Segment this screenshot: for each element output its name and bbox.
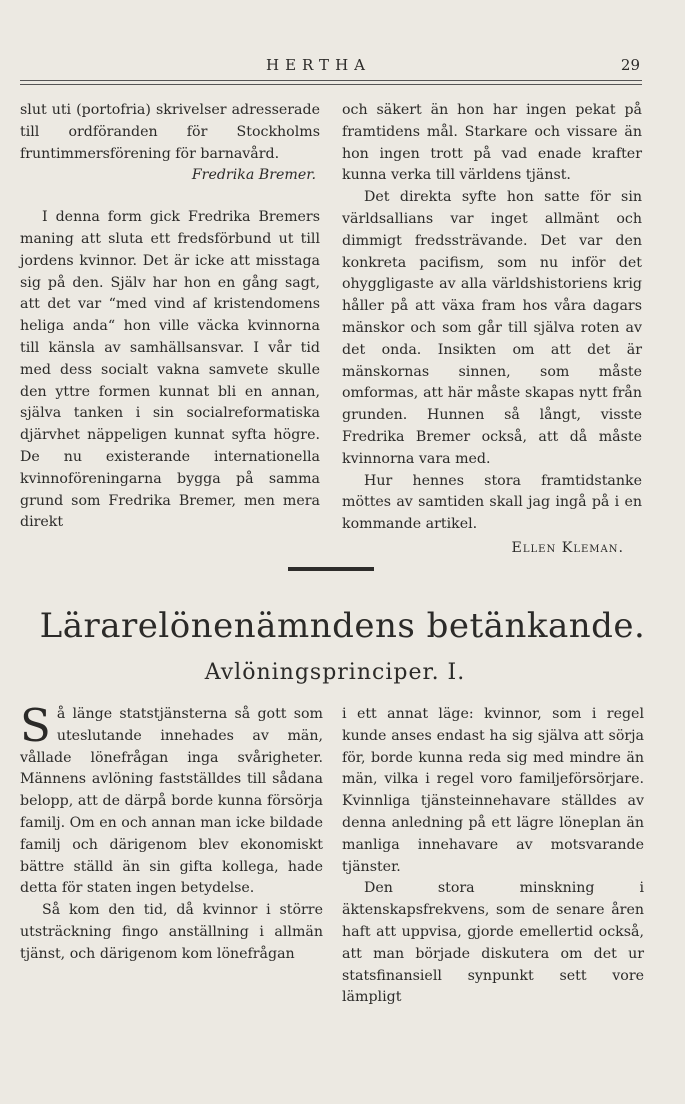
- paragraph: och säkert än hon har ingen pekat på framtidens mål. Starkare och vissare än hon ingen trott på vad enade krafter kunna verka till världens tjänst.: [342, 102, 642, 184]
- page-number: 29: [620, 56, 640, 74]
- article-left-column: [20, 699, 323, 966]
- journal-title: HERTHA: [266, 56, 371, 74]
- continued-right-column: [342, 100, 642, 560]
- paragraph: i ett annat läge: kvinnor, som i regel kunde anses endast ha sig själva att sörja för, borde kunna reda sig med mindre än män, vilka i regel voro familjeförsörjare. Kvinnliga tjänsteinnehavare ställdes av denna anledning på ett lägre löneplan än manliga innehavare av motsvarande tjänster.: [342, 706, 644, 875]
- paragraph: I denna form gick Fredrika Bremers maning att sluta ett fredsförbund ut till jordens kvinnor. Det är icke att misstaga sig på den. Själv har hon en gång sagt, att det var “med vind af kristendomens heliga anda“ hon ville väcka kvinnorna till känsla av samhällsansvar. I vår tid med dess socialt vakna samvete skulle den yttre formen kunnat bli en annan, själva tanken i sin socialreformatiska djärvhet näppeligen kunnat syfta högre. De nu existerande internationella kvinnoföreningarna bygga på samma grund som Fredrika Bremer, men mera direkt: [20, 209, 320, 531]
- paragraph: Den stora minskning i äktenskapsfrekvens, som de senare åren haft att uppvisa, gjorde emellertid också, att man började diskutera om det ur statsfinansiell synpunkt sett vore lämpligt: [342, 880, 644, 1006]
- author-signature: Ellen Kleman.: [511, 539, 624, 556]
- header-rule: [20, 80, 642, 85]
- article-subtitle: Avlöningsprinciper. I.: [204, 660, 466, 685]
- quoted-signature: Fredrika Bremer.: [191, 167, 316, 184]
- paragraph: Så kom den tid, då kvinnor i större utsträckning fingo anställning i allmän tjänst, och därigenom kom lönefrågan: [20, 902, 323, 962]
- paragraph-text: å länge statstjänsterna så gott som uteslutande innehades av män, vållade lönefrågan inga svårigheter. Männens avlöning fastställdes till sådana belopp, att de därpå borde kunna försörja familj. Om en och annan man icke bildade familj och därigenom blev ekonomiskt bättre ställd än sin gifta kollega, hade detta för staten ingen betydelse.: [20, 706, 323, 897]
- paragraph: [20, 699, 323, 900]
- paragraph: Det direkta syfte hon satte för sin världsallians var inget allmänt och dimmigt fredssträvande. Det var den konkreta pacifism, som nu inför det ohyggligaste av alla världshistoriens krig håller på att växa fram hos våra dagars mänskor och som går till själva roten av det onda. Insikten om att det är mänskornas sinnen, som måste omformas, att här måste skapas nytt från grunden. Hunnen så långt, visste Fredrika Bremer också, att då måste kvinnorna vara med.: [342, 189, 642, 467]
- section-divider: [288, 567, 374, 571]
- article-title: Lärarelönenämndens betänkande.: [39, 606, 646, 646]
- drop-cap: S: [20, 699, 51, 752]
- paragraph: slut uti (portofria) skrivelser adresserade till ordföranden för Stockholms fruntimmersförening för barnavård.: [20, 102, 320, 162]
- continued-left-column: [20, 100, 320, 534]
- article-right-column: [342, 704, 644, 1009]
- running-header: [20, 56, 640, 78]
- paragraph: Hur hennes stora framtidstanke möttes av samtiden skall jag ingå på i en kommande artikel.: [342, 472, 642, 533]
